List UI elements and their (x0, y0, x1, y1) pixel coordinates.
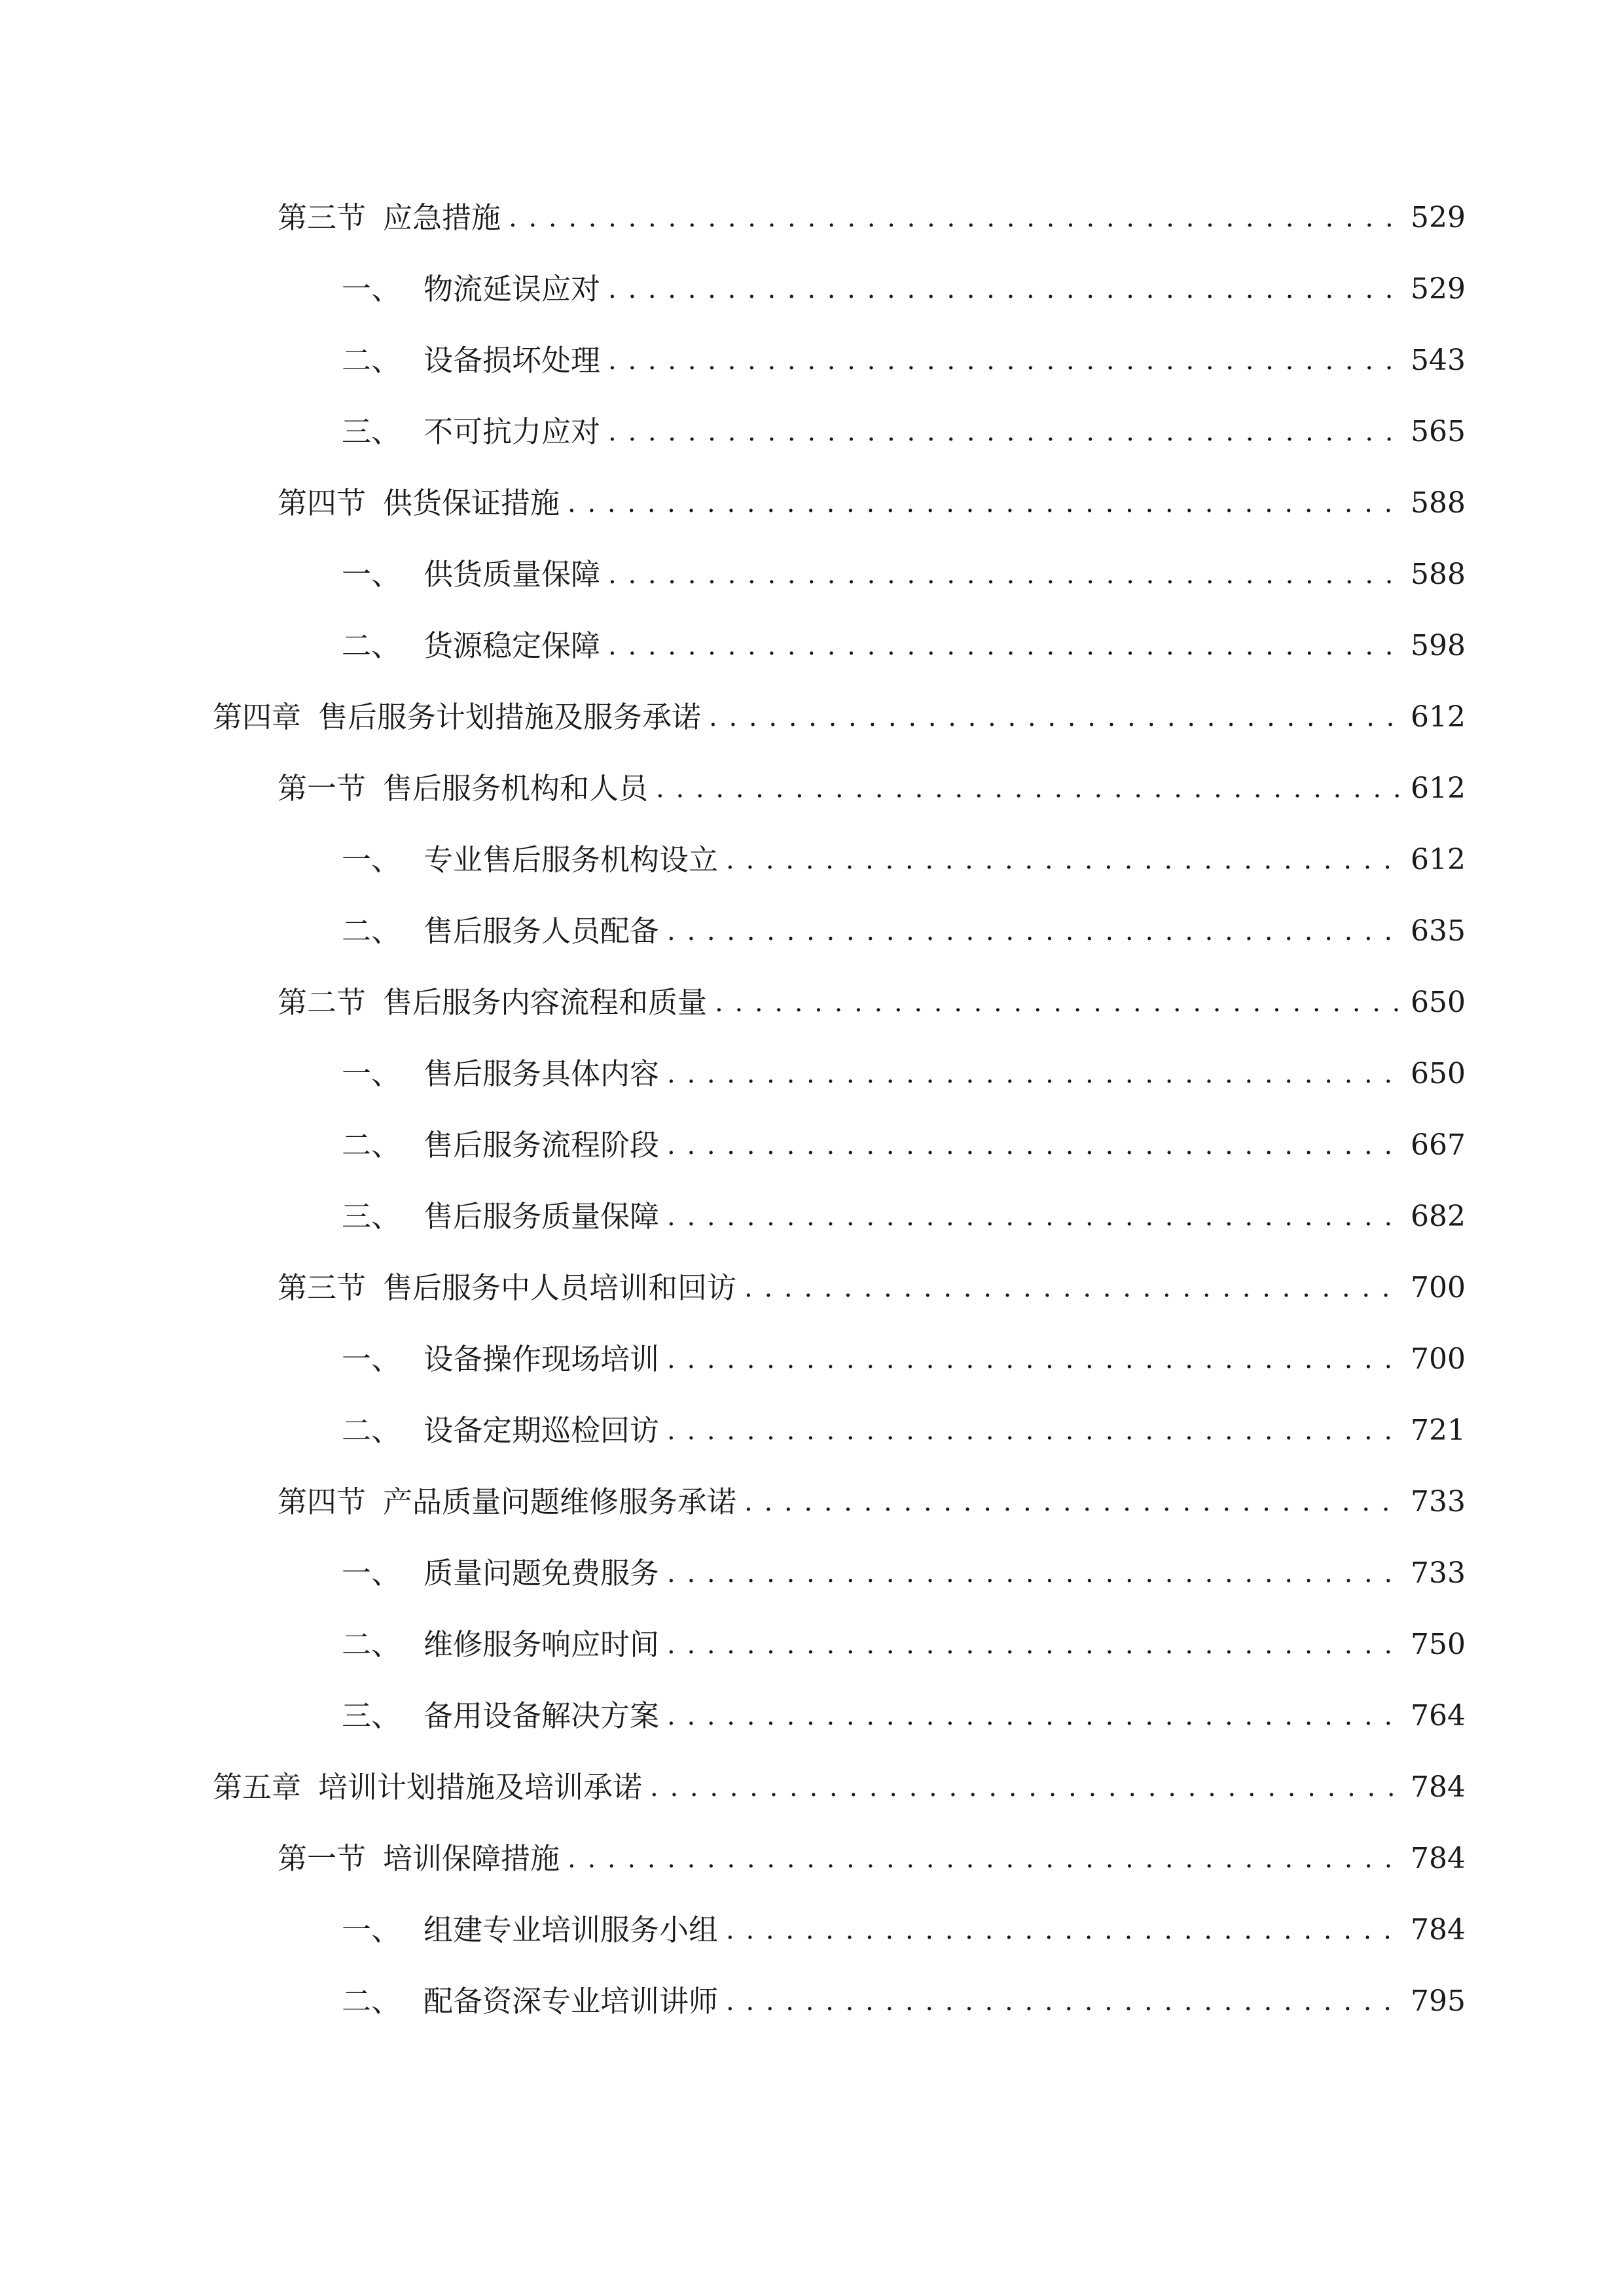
toc-entry-section[interactable] (278, 977, 1466, 1029)
entry-number: 二、 (342, 1413, 401, 1448)
entry-title: 售后服务具体内容 (424, 1056, 660, 1091)
entry-page-number: 650 (1411, 986, 1466, 1019)
entry-page-number: 784 (1411, 1770, 1466, 1804)
entry-number: 三、 (342, 414, 401, 449)
toc-entry-section[interactable] (278, 192, 1466, 244)
entry-title: 售后服务中人员培训和回访 (383, 1270, 737, 1305)
entry-number: 一、 (342, 557, 401, 592)
entry-title: 不可抗力应对 (424, 414, 601, 449)
entry-number: 一、 (342, 1056, 401, 1091)
entry-title: 配备资深专业培训讲师 (424, 1984, 719, 2018)
toc-entry-section[interactable] (278, 1833, 1466, 1885)
entry-number: 一、 (342, 1912, 401, 1947)
entry-page-number: 700 (1411, 1342, 1466, 1376)
entry-page-number: 612 (1411, 772, 1466, 805)
entry-page-number: 682 (1411, 1200, 1466, 1233)
toc-entry-subsection[interactable] (342, 1690, 1466, 1742)
toc-entry-subsection[interactable] (342, 548, 1466, 601)
dot-leader (667, 1333, 1401, 1386)
entry-page-number: 650 (1411, 1057, 1466, 1090)
entry-page-number: 764 (1411, 1699, 1466, 1732)
toc-entry-section[interactable] (278, 477, 1466, 529)
dot-leader (667, 1119, 1401, 1172)
entry-page-number: 529 (1411, 272, 1466, 306)
toc-entry-subsection[interactable] (342, 1119, 1466, 1172)
entry-page-number: 612 (1411, 843, 1466, 876)
dot-leader (726, 1904, 1401, 1956)
toc-entry-subsection[interactable] (342, 834, 1466, 886)
entry-title: 培训计划措施及培训承诺 (318, 1770, 643, 1804)
entry-number: 第二节 (278, 985, 367, 1020)
entry-page-number: 784 (1411, 1913, 1466, 1946)
toc-entry-subsection[interactable] (342, 1547, 1466, 1600)
entry-page-number: 529 (1411, 201, 1466, 234)
toc-entry-section[interactable] (278, 1262, 1466, 1314)
toc-entry-subsection[interactable] (342, 263, 1466, 315)
toc-entry-subsection[interactable] (342, 1975, 1466, 2028)
entry-page-number: 795 (1411, 1984, 1466, 2018)
entry-page-number: 667 (1411, 1128, 1466, 1162)
dot-leader (656, 762, 1401, 815)
entry-title: 设备操作现场培训 (424, 1342, 660, 1376)
entry-title: 售后服务计划措施及服务承诺 (318, 700, 702, 734)
entry-title: 物流延误应对 (424, 272, 601, 306)
entry-title: 产品质量问题维修服务承诺 (383, 1484, 737, 1519)
entry-number: 一、 (342, 1342, 401, 1376)
entry-title: 组建专业培训服务小组 (424, 1912, 719, 1947)
entry-number: 一、 (342, 1556, 401, 1590)
entry-number: 第三节 (278, 200, 367, 235)
dot-leader (667, 1690, 1401, 1742)
entry-page-number: 565 (1411, 415, 1466, 448)
entry-page-number: 612 (1411, 700, 1466, 734)
entry-number: 第四节 (278, 1484, 367, 1519)
entry-page-number: 733 (1411, 1485, 1466, 1518)
entry-number: 一、 (342, 272, 401, 306)
dot-leader (509, 192, 1401, 244)
entry-number: 第三节 (278, 1270, 367, 1305)
entry-page-number: 750 (1411, 1628, 1466, 1661)
entry-number: 一、 (342, 842, 401, 877)
entry-number: 二、 (342, 914, 401, 948)
dot-leader (608, 334, 1401, 387)
entry-title: 售后服务人员配备 (424, 914, 660, 948)
entry-title: 设备定期巡检回访 (424, 1413, 660, 1448)
toc-entry-subsection[interactable] (342, 1904, 1466, 1956)
toc-entry-section[interactable] (278, 762, 1466, 815)
entry-page-number: 588 (1411, 558, 1466, 591)
dot-leader (667, 1547, 1401, 1600)
entry-title: 售后服务内容流程和质量 (383, 985, 708, 1020)
dot-leader (608, 406, 1401, 458)
toc-entry-subsection[interactable] (342, 1333, 1466, 1386)
entry-page-number: 721 (1411, 1414, 1466, 1447)
entry-page-number: 588 (1411, 486, 1466, 520)
dot-leader (608, 620, 1401, 672)
entry-page-number: 543 (1411, 344, 1466, 377)
toc-entry-subsection[interactable] (342, 1191, 1466, 1243)
entry-number: 第五章 (213, 1770, 302, 1804)
entry-page-number: 784 (1411, 1842, 1466, 1875)
entry-number: 第一节 (278, 1841, 367, 1876)
dot-leader (650, 1761, 1401, 1814)
entry-number: 二、 (342, 343, 401, 378)
entry-title: 应急措施 (383, 200, 501, 235)
dot-leader (715, 977, 1401, 1029)
dot-leader (667, 1048, 1401, 1100)
entry-page-number: 635 (1411, 914, 1466, 948)
toc-entry-subsection[interactable] (342, 905, 1466, 958)
dot-leader (744, 1262, 1401, 1314)
entry-title: 售后服务质量保障 (424, 1199, 660, 1234)
toc-entry-subsection[interactable] (342, 620, 1466, 672)
toc-entry-subsection[interactable] (342, 406, 1466, 458)
entry-number: 三、 (342, 1698, 401, 1733)
entry-title: 备用设备解决方案 (424, 1698, 660, 1733)
toc-entry-subsection[interactable] (342, 1405, 1466, 1457)
dot-leader (568, 477, 1401, 529)
toc-entry-subsection[interactable] (342, 1048, 1466, 1100)
toc-entry-chapter[interactable] (213, 1761, 1466, 1814)
toc-entry-chapter[interactable] (213, 691, 1466, 744)
entry-number: 第四章 (213, 700, 302, 734)
toc-entry-subsection[interactable] (342, 1619, 1466, 1671)
dot-leader (744, 1476, 1401, 1528)
dot-leader (709, 691, 1401, 744)
entry-title: 维修服务响应时间 (424, 1627, 660, 1662)
toc-entry-section[interactable] (278, 1476, 1466, 1528)
entry-page-number: 700 (1411, 1271, 1466, 1304)
entry-number: 二、 (342, 1984, 401, 2018)
entry-page-number: 598 (1411, 629, 1466, 662)
entry-title: 质量问题免费服务 (424, 1556, 660, 1590)
dot-leader (667, 1405, 1401, 1457)
entry-title: 供货保证措施 (383, 486, 560, 520)
entry-title: 售后服务流程阶段 (424, 1128, 660, 1162)
dot-leader (667, 905, 1401, 958)
dot-leader (608, 548, 1401, 601)
entry-title: 专业售后服务机构设立 (424, 842, 719, 877)
entry-title: 货源稳定保障 (424, 628, 601, 663)
dot-leader (608, 263, 1401, 315)
entry-title: 供货质量保障 (424, 557, 601, 592)
entry-number: 第四节 (278, 486, 367, 520)
dot-leader (568, 1833, 1401, 1885)
entry-number: 二、 (342, 628, 401, 663)
entry-number: 三、 (342, 1199, 401, 1234)
dot-leader (726, 1975, 1401, 2028)
entry-title: 售后服务机构和人员 (383, 771, 649, 806)
toc-entry-subsection[interactable] (342, 334, 1466, 387)
dot-leader (726, 834, 1401, 886)
entry-number: 第一节 (278, 771, 367, 806)
dot-leader (667, 1191, 1401, 1243)
entry-title: 设备损坏处理 (424, 343, 601, 378)
entry-title: 培训保障措施 (383, 1841, 560, 1876)
dot-leader (667, 1619, 1401, 1671)
entry-number: 二、 (342, 1627, 401, 1662)
entry-number: 二、 (342, 1128, 401, 1162)
entry-page-number: 733 (1411, 1556, 1466, 1590)
